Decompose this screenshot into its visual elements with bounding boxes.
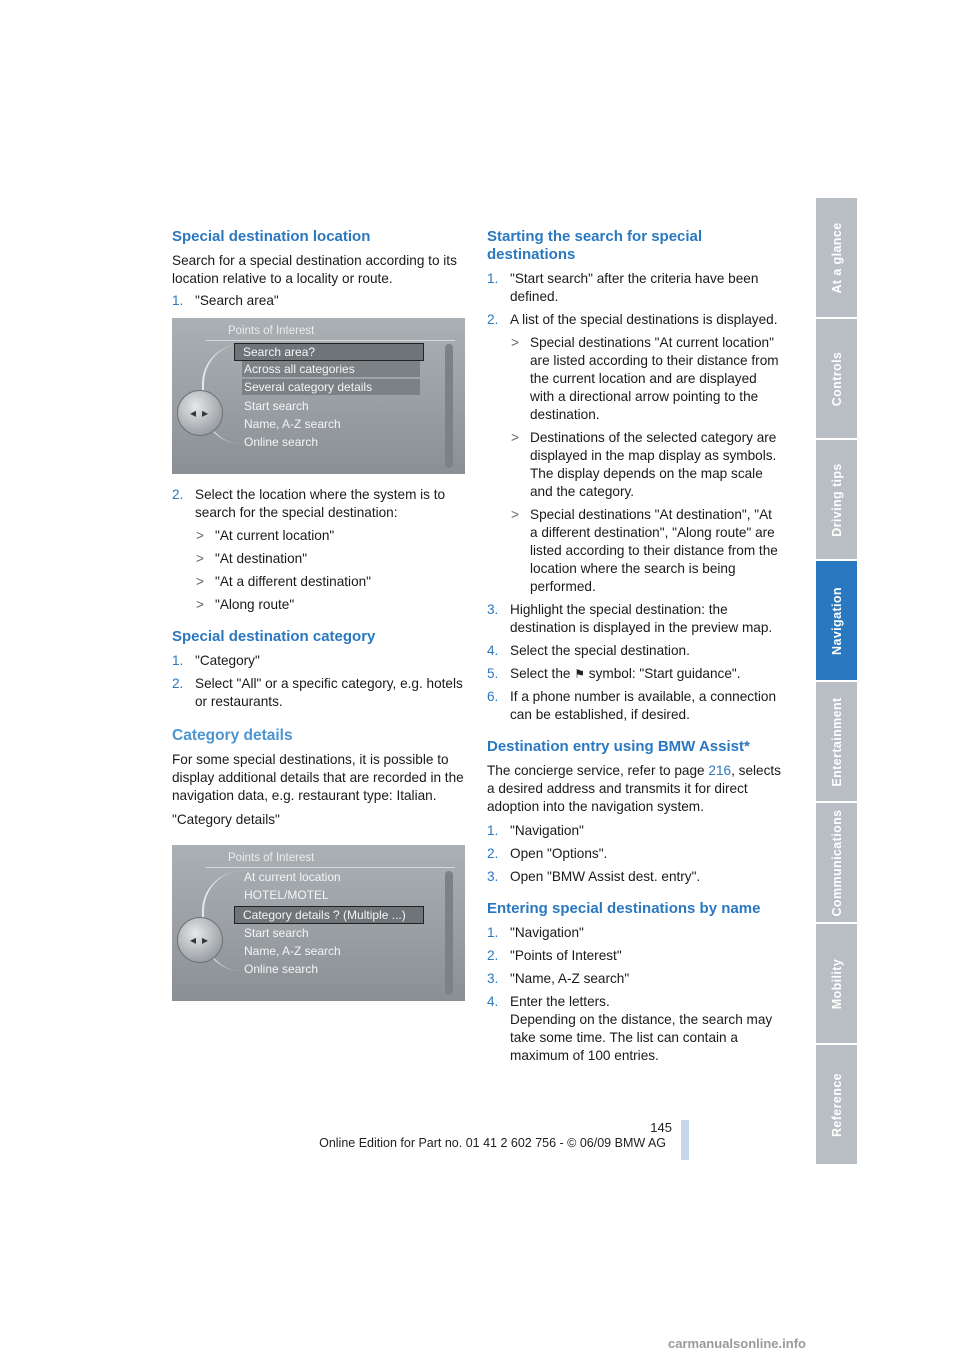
step-text: Highlight the special destination: the destination is displayed in the preview map.: [510, 602, 773, 635]
step-number: 2.: [172, 487, 184, 502]
paragraph-text: , selects a desired address and transmits it for direct adoption into the navigation system.: [487, 763, 781, 814]
step-1: [487, 822, 782, 840]
step-text: A list of the special destinations is displayed.: [510, 312, 778, 327]
tab-mobility[interactable]: [816, 924, 857, 1045]
bullet-glyph: >: [511, 507, 519, 522]
section-title-destination-location: Special destination location: [172, 228, 371, 245]
section-title-starting-search: Starting the search for special destinations: [487, 228, 703, 263]
step-number: 1.: [172, 653, 184, 668]
tab-controls[interactable]: [816, 319, 857, 440]
paragraph: For some special destinations, it is possible to display additional details that are recorded in the navigation data, e.g. restaurant type: Italian.: [172, 752, 464, 803]
tab-entertainment[interactable]: [816, 682, 857, 803]
step-1: [487, 924, 782, 942]
step-text: "Navigation": [510, 823, 584, 838]
paragraph: Search for a special destination according to its location relative to a locality or route.: [172, 253, 457, 286]
step-text: "Points of Interest": [510, 948, 622, 963]
step-text: Select the special destination.: [510, 643, 690, 658]
controller-knob-icon: ◂ ▸: [177, 917, 223, 963]
step-number: 5.: [487, 666, 499, 681]
bullet-text: Special destinations "At destination", "At a different destination", "Along route" are listed according to their distance from the location where the search is being performed.: [530, 507, 778, 594]
step-number: 2.: [172, 676, 184, 691]
step-4: [487, 993, 782, 1065]
step-number: 4.: [487, 994, 499, 1009]
right-column: [487, 228, 782, 1070]
step-text: Open "Options".: [510, 846, 608, 861]
step-number: 1.: [487, 823, 499, 838]
menu-item: Several category details: [242, 379, 420, 395]
menu-item: Across all categories: [242, 361, 420, 377]
bullet-item: [487, 334, 782, 424]
step-5: [487, 665, 782, 683]
step-text: Select the: [510, 666, 571, 681]
step-4: [487, 642, 782, 660]
bullet-item: [172, 527, 467, 545]
left-column: [172, 228, 467, 1013]
section-title-bmw-assist: Destination entry using BMW Assist*: [487, 738, 750, 755]
step-6: [487, 688, 782, 724]
step-text: symbol: "Start guidance".: [588, 666, 741, 681]
step-text: Enter the letters.: [510, 994, 610, 1009]
tab-label: Entertainment: [829, 696, 844, 787]
paragraph: "Category details": [172, 812, 280, 827]
step-number: 1.: [487, 271, 499, 286]
step-text: Select "All" or a specific category, e.g. hotels or restaurants.: [195, 676, 463, 709]
bullet-text: Destinations of the selected category are displayed in the map display as symbols. The display depends on the map scale and the category.: [530, 430, 777, 499]
step-3: [487, 601, 782, 637]
page-reference-link[interactable]: 216: [708, 763, 732, 778]
tab-label: Controls: [829, 351, 844, 406]
tab-navigation[interactable]: [816, 561, 857, 682]
step-number: 3.: [487, 869, 499, 884]
step-number: 4.: [487, 643, 499, 658]
menu-item: Online search: [244, 435, 319, 449]
tab-label: At a glance: [829, 221, 844, 294]
step-1: [172, 652, 467, 670]
bullet-text: "At current location": [215, 528, 335, 543]
tab-communications[interactable]: [816, 803, 857, 924]
watermark: carmanualsonline.info: [668, 1336, 806, 1351]
tab-at-a-glance[interactable]: [816, 198, 857, 319]
divider: [206, 340, 455, 341]
screen-title: Points of Interest: [228, 325, 315, 337]
scrollbar: [445, 344, 453, 468]
menu-item: HOTEL/MOTEL: [244, 888, 329, 902]
controller-knob-icon: ◂ ▸: [177, 390, 223, 436]
step-number: 1.: [487, 925, 499, 940]
divider: [206, 867, 455, 868]
bullet-glyph: >: [511, 430, 519, 445]
step-text: If a phone number is available, a connection can be established, if desired.: [510, 689, 777, 722]
step-text: "Search area": [195, 293, 279, 308]
step-3: [487, 970, 782, 988]
step-text: "Navigation": [510, 925, 584, 940]
menu-item: Name, A-Z search: [244, 944, 341, 958]
step-number: 3.: [487, 971, 499, 986]
bullet-item: [172, 596, 467, 614]
bullet-text: "At destination": [215, 551, 308, 566]
step-1: [487, 270, 782, 306]
bullet-item: [487, 506, 782, 596]
chapter-sidebar: [816, 198, 857, 1166]
step-number: 2.: [487, 312, 499, 327]
step-text: Depending on the distance, the search may take some time. The list can contain a maximum of 100 entries.: [510, 1012, 773, 1063]
step-1: [172, 292, 467, 310]
step-2: [487, 311, 782, 329]
step-number: 2.: [487, 948, 499, 963]
step-text: Open "BMW Assist dest. entry".: [510, 869, 701, 884]
step-text: Select the location where the system is to search for the special destination:: [195, 487, 446, 520]
step-3: [487, 868, 782, 886]
step-2: [487, 845, 782, 863]
section-title-category-details: Category details: [172, 727, 293, 744]
footer-edition: Online Edition for Part no. 01 41 2 602 756 - © 06/09 BMW AG: [319, 1136, 666, 1150]
menu-item: Name, A-Z search: [244, 417, 341, 431]
bullet-glyph: >: [511, 335, 519, 350]
menu-item-selected: Category details ? (Multiple ...): [234, 906, 424, 924]
bullet-glyph: >: [196, 574, 204, 589]
step-number: 2.: [487, 846, 499, 861]
bullet-glyph: >: [196, 597, 204, 612]
bullet-text: Special destinations "At current location" are listed according to their distance from the current location and are displayed with a directional arrow pointing to the destination.: [530, 335, 779, 422]
menu-item: Start search: [244, 926, 309, 940]
bullet-text: "Along route": [215, 597, 295, 612]
tab-label: Communications: [829, 809, 844, 916]
tab-label: Mobility: [829, 958, 844, 1009]
step-text: "Category": [195, 653, 260, 668]
bullet-text: "At a different destination": [215, 574, 372, 589]
menu-item: At current location: [244, 870, 341, 884]
step-number: 3.: [487, 602, 499, 617]
menu-item-selected: Search area?: [234, 343, 424, 361]
tab-driving-tips[interactable]: [816, 440, 857, 561]
guidance-flag-icon: ⚑: [574, 667, 586, 681]
idrive-screen-category-details: [172, 845, 465, 1001]
step-2: [172, 675, 467, 711]
bullet-glyph: >: [196, 551, 204, 566]
step-number: 1.: [172, 293, 184, 308]
bullet-item: [487, 429, 782, 501]
step-2: [172, 486, 467, 522]
section-title-destination-category: Special destination category: [172, 628, 376, 645]
tab-label: Navigation: [829, 586, 844, 655]
page-number: 145: [650, 1120, 672, 1135]
tab-reference[interactable]: [816, 1045, 857, 1166]
tab-label: Reference: [829, 1072, 844, 1137]
step-number: 6.: [487, 689, 499, 704]
step-2: [487, 947, 782, 965]
paragraph-text: The concierge service, refer to page: [487, 763, 705, 778]
paragraph: [487, 762, 782, 816]
tab-label: Driving tips: [829, 462, 844, 537]
bullet-item: [172, 573, 467, 591]
step-text: "Name, A-Z search": [510, 971, 630, 986]
scrollbar: [445, 871, 453, 995]
section-title-by-name: Entering special destinations by name: [487, 900, 761, 917]
menu-item: Online search: [244, 962, 319, 976]
bullet-glyph: >: [196, 528, 204, 543]
idrive-screen-search-area: [172, 318, 465, 474]
screen-title: Points of Interest: [228, 852, 315, 864]
bullet-item: [172, 550, 467, 568]
step-text: "Start search" after the criteria have been defined.: [510, 271, 759, 304]
menu-item: Start search: [244, 399, 309, 413]
page-marker: [681, 1120, 689, 1160]
